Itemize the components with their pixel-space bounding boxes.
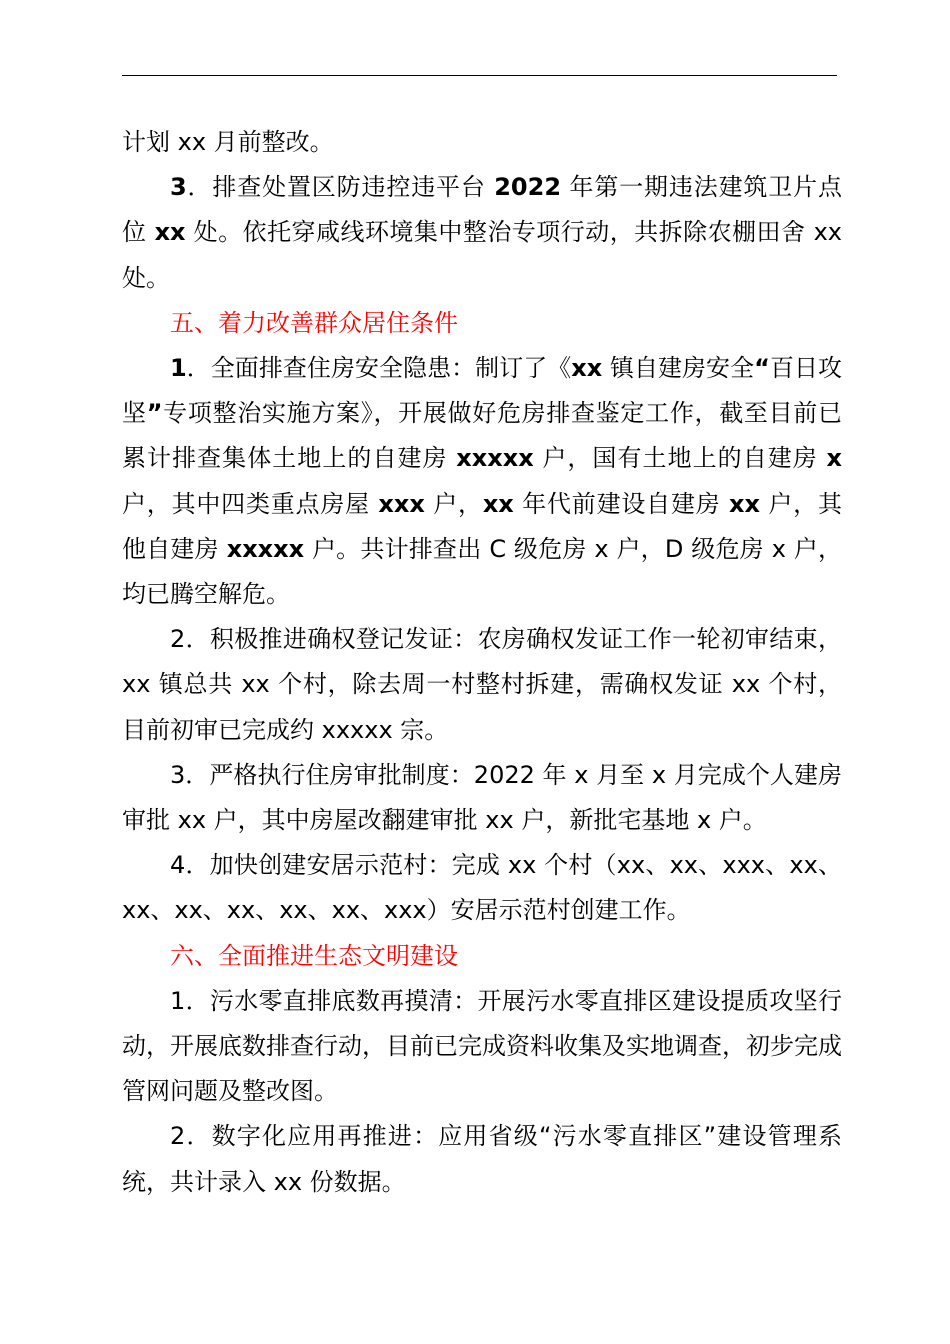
paragraph: 1．全面排查住房安全隐患：制订了《xx 镇自建房安全“百日攻坚”专项整治实施方案》，开展做好危房排查鉴定工作，截至目前已累计排查集体土地上的自建房 xxxxx 户，国有土地上的自建房 x 户，其中四类重点房屋 xxx 户，xx 年代前建设自建房 xx 户，其他自建房 xxxxx 户。共计排查出 C 级危房 x 户，D 级危房 x 户，均已腾空解危。 — [122, 354, 843, 609]
section-heading: 五、着力改善群众居住条件 — [170, 308, 458, 337]
paragraph: 2．数字化应用再推进：应用省级“污水零直排区”建设管理系统，共计录入 xx 份数据。 — [122, 1122, 842, 1196]
document-body — [122, 120, 842, 1205]
paragraph: 3．排查处置区防违控违平台 2022 年第一期违法建筑卫片点位 xx 处。依托穿咸线环境集中整治专项行动，共拆除农棚田舍 xx 处。 — [122, 173, 842, 292]
paragraph: 计划 xx 月前整改。 — [122, 128, 334, 156]
paragraph: 2．积极推进确权登记发证：农房确权发证工作一轮初审结束，xx 镇总共 xx 个村，除去周一村整村拆建，需确权发证 xx 个村，目前初审已完成约 xxxxx 宗。 — [122, 625, 842, 744]
header-rule — [122, 75, 837, 76]
paragraph: 3．严格执行住房审批制度：2022 年 x 月至 x 月完成个人建房审批 xx 户，其中房屋改翻建审批 xx 户，新批宅基地 x 户。 — [122, 760, 842, 835]
section-heading: 六、全面推进生态文明建设 — [170, 941, 458, 970]
paragraph: 1．污水零直排底数再摸清：开展污水零直排区建设提质攻坚行动，开展底数排查行动，目前已完成资料收集及实地调查，初步完成管网问题及整改图。 — [122, 986, 842, 1106]
paragraph: 4．加快创建安居示范村：完成 xx 个村（xx、xx、xxx、xx、xx、xx、xx、xx、xx、xxx）安居示范村创建工作。 — [122, 851, 842, 925]
